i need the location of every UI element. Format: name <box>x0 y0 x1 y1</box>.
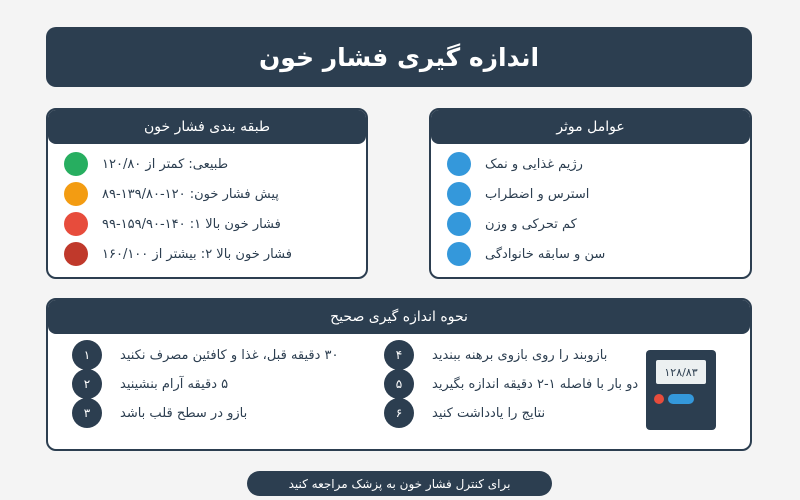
step-label: ۳۰ دقیقه قبل، غذا و کافئین مصرف نکنید <box>120 347 339 363</box>
footer-note: برای کنترل فشار خون به پزشک مراجعه کنید <box>247 471 552 496</box>
classification-item-normal <box>48 149 366 179</box>
step-item <box>48 398 648 428</box>
monitor-screen: ۱۲۸/۸۳ <box>656 360 706 384</box>
method-header: نحوه اندازه گیری صحیح <box>48 300 750 334</box>
step-label: ۵ دقیقه آرام بنشینید <box>120 376 229 392</box>
classification-label: طبیعی: کمتر از ۱۲۰/۸۰ <box>102 156 229 172</box>
classification-item-prehypertension <box>48 179 366 209</box>
step-label: دو بار با فاصله ۱-۲ دقیقه اندازه بگیرید <box>432 376 639 392</box>
bullet-dot-icon <box>447 182 471 206</box>
classification-label: فشار خون بالا ۲: بیشتر از ۱۶۰/۱۰۰ <box>102 246 292 262</box>
factor-item <box>431 149 750 179</box>
page-title: اندازه گیری فشار خون <box>46 27 752 87</box>
factor-item <box>431 239 750 269</box>
monitor-red-button-icon <box>654 394 664 404</box>
monitor-blue-button-icon <box>668 394 694 404</box>
factor-label: استرس و اضطراب <box>485 186 590 202</box>
step-number-badge: ۴ <box>384 340 414 370</box>
classification-item-stage2 <box>48 239 366 269</box>
step-label: نتایج را یادداشت کنید <box>432 405 546 421</box>
step-item <box>48 340 648 370</box>
step-number-badge: ۲ <box>72 369 102 399</box>
method-panel <box>46 298 752 451</box>
status-dot-icon <box>64 182 88 206</box>
factor-item <box>431 209 750 239</box>
step-number-badge: ۵ <box>384 369 414 399</box>
step-label: بازو در سطح قلب باشد <box>120 405 248 421</box>
factors-header: عوامل موثر <box>431 110 750 144</box>
step-number-badge: ۳ <box>72 398 102 428</box>
factor-item <box>431 179 750 209</box>
status-dot-icon <box>64 152 88 176</box>
status-dot-icon <box>64 212 88 236</box>
bullet-dot-icon <box>447 212 471 236</box>
step-item <box>48 369 648 399</box>
bullet-dot-icon <box>447 152 471 176</box>
bullet-dot-icon <box>447 242 471 266</box>
step-number-badge: ۶ <box>384 398 414 428</box>
classification-label: فشار خون بالا ۱: ۱۴۰-۱۵۹/۹۰-۹۹ <box>102 216 281 232</box>
classification-header: طبقه بندی فشار خون <box>48 110 366 144</box>
classification-label: پیش فشار خون: ۱۲۰-۱۳۹/۸۰-۸۹ <box>102 186 279 202</box>
blood-pressure-monitor-icon <box>646 350 716 430</box>
classification-item-stage1 <box>48 209 366 239</box>
factors-panel <box>429 108 752 279</box>
step-label: بازوبند را روی بازوی برهنه ببندید <box>432 347 608 363</box>
classification-panel <box>46 108 368 279</box>
step-number-badge: ۱ <box>72 340 102 370</box>
factor-label: کم تحرکی و وزن <box>485 216 577 232</box>
factor-label: رژیم غذایی و نمک <box>485 156 583 172</box>
status-dot-icon <box>64 242 88 266</box>
factor-label: سن و سابقه خانوادگی <box>485 246 606 262</box>
